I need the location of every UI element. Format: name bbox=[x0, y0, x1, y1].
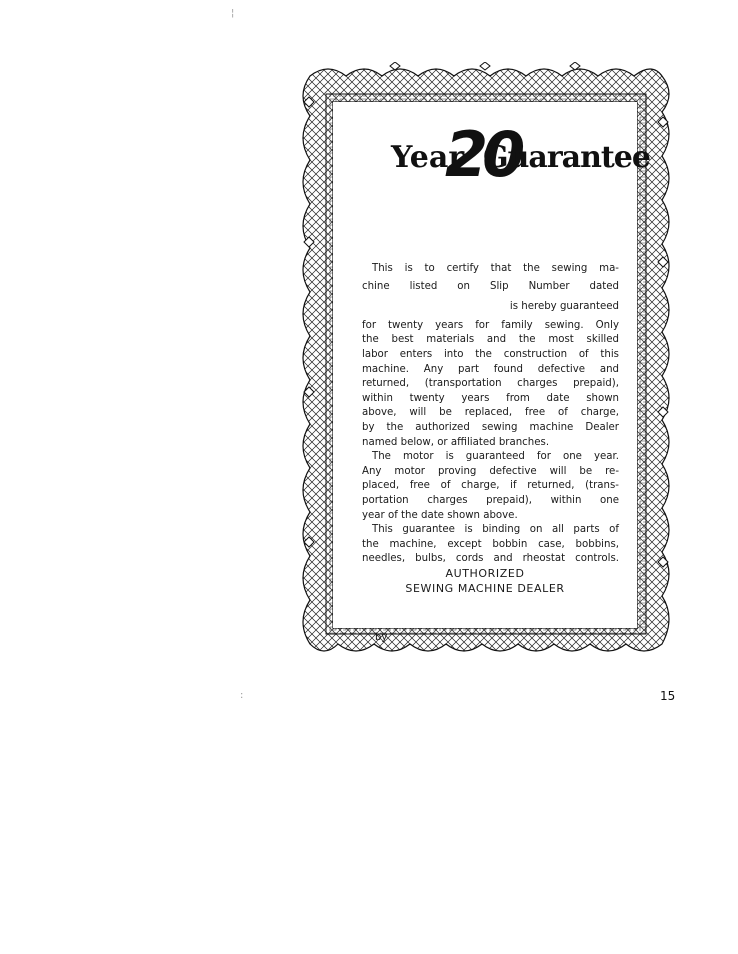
text-line: needles, bulbs, cords and rheostat controls. bbox=[362, 553, 619, 565]
text-line: within twenty years from date shown bbox=[362, 392, 619, 404]
page-number: 15 bbox=[660, 689, 676, 703]
text-line: labor enters into the construction of this bbox=[362, 348, 619, 360]
text-line: the best materials and the most skilled bbox=[362, 334, 619, 346]
text-line: above, will be replaced, free of charge, bbox=[362, 407, 619, 419]
text-line: This is to certify that the sewing ma- bbox=[372, 263, 619, 274]
text-line: portation charges prepaid), within one bbox=[362, 494, 619, 506]
text-line: for twenty years for family sewing. Only bbox=[362, 319, 619, 331]
text-line: named below, or affiliated branches. bbox=[362, 436, 550, 448]
text-line: The motor is guaranteed for one year. bbox=[372, 451, 619, 463]
certificate-panel bbox=[333, 102, 650, 643]
text-line: Any motor proving defective will be re- bbox=[362, 465, 619, 477]
text-line: This guarantee is binding on all parts of bbox=[372, 524, 619, 536]
authorized-dealer-heading bbox=[333, 566, 637, 596]
text-line: the machine, except bobbin case, bobbins, bbox=[362, 538, 619, 550]
certificate-title bbox=[333, 118, 650, 191]
text-line: year of the date shown above. bbox=[362, 509, 518, 521]
guarantee-certificate bbox=[300, 62, 672, 658]
dated-label: dated bbox=[589, 280, 619, 292]
text-line: returned, (transportation charges prepaid), bbox=[362, 378, 619, 390]
certificate-body bbox=[362, 262, 619, 567]
text-line: placed, free of charge, if returned, (trans- bbox=[362, 480, 619, 492]
scan-mark: : bbox=[240, 690, 244, 701]
text-line: by the authorized sewing machine Dealer bbox=[362, 421, 619, 433]
authorized-label: AUTHORIZED bbox=[445, 567, 525, 580]
text-line: is hereby guaranteed bbox=[509, 301, 619, 313]
text-line bbox=[362, 280, 619, 295]
title-word-guarantee: Guarantee bbox=[483, 140, 650, 175]
title-number: 20 bbox=[445, 118, 520, 191]
dealer-label: SEWING MACHINE DEALER bbox=[405, 582, 565, 595]
scan-mark: ¦ bbox=[231, 8, 235, 19]
slip-number-label: chine listed on Slip Number bbox=[362, 280, 570, 292]
title-word-year: Year bbox=[391, 140, 465, 175]
text-line: machine. Any part found defective and bbox=[362, 363, 619, 375]
by-label: by bbox=[375, 632, 388, 643]
